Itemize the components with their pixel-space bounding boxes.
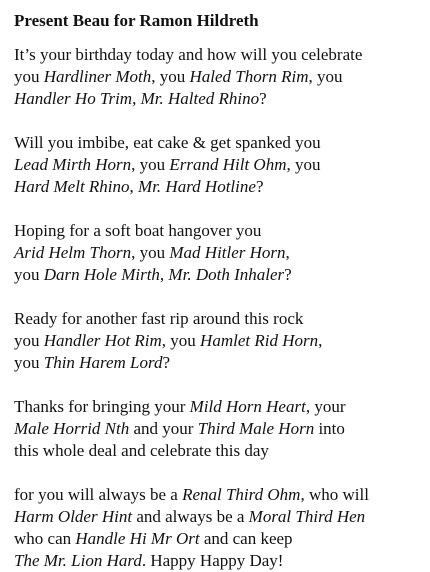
line-text: , you	[131, 155, 170, 174]
italic-name-phrase: Darn Hole Mirth	[43, 265, 160, 284]
italic-name-phrase: Handle Hi Mr Ort	[75, 529, 200, 548]
italic-name-phrase: Mr. Hard Hotline	[138, 177, 256, 196]
italic-name-phrase: Arid Helm Thorn	[14, 243, 132, 262]
line-text: Hoping for a soft boat hangover you	[14, 221, 262, 240]
italic-name-phrase: The Mr. Lion Hard	[14, 551, 142, 570]
italic-name-phrase: Mr. Halted Rhino	[140, 89, 260, 108]
poem-line	[14, 264, 424, 286]
line-text: ?	[162, 353, 170, 372]
line-text: Thanks for bringing your	[14, 397, 190, 416]
italic-name-phrase: Hard Melt Rhino	[14, 177, 130, 196]
italic-name-phrase: Mr. Doth Inhaler	[168, 265, 285, 284]
line-text: you	[14, 265, 44, 284]
poem-line	[14, 506, 424, 528]
italic-name-phrase: Lead Mirth Horn	[14, 155, 132, 174]
line-text: and your	[129, 419, 198, 438]
poem-line	[14, 550, 424, 572]
poem-stanza	[14, 44, 424, 110]
line-text: into	[314, 419, 345, 438]
italic-name-phrase: Harm Older Hint	[14, 507, 133, 526]
poem-body	[14, 44, 424, 572]
italic-name-phrase: Hardliner Moth	[43, 67, 152, 86]
poem-document	[14, 10, 424, 572]
line-text: ?	[259, 89, 267, 108]
line-text: you	[14, 353, 44, 372]
line-text: and can keep	[199, 529, 293, 548]
line-text: , you	[161, 331, 201, 350]
poem-stanza	[14, 484, 424, 572]
line-text: you	[14, 331, 44, 350]
poem-line	[14, 176, 424, 198]
line-text: and always be a	[132, 507, 249, 526]
poem-line	[14, 330, 424, 352]
poem-line	[14, 440, 424, 462]
poem-line	[14, 308, 424, 330]
line-text: ,	[132, 89, 141, 108]
poem-line	[14, 88, 424, 110]
poem-line	[14, 220, 424, 242]
line-text: . Happy Happy Day!	[141, 551, 284, 570]
italic-name-phrase: Errand Hilt Ohm	[169, 155, 287, 174]
line-text: ,	[129, 177, 139, 196]
italic-name-phrase: Mad Hitler Horn	[169, 243, 286, 262]
poem-line	[14, 242, 424, 264]
italic-name-phrase: Mild Horn Heart	[189, 397, 306, 416]
poem-stanza	[14, 396, 424, 462]
line-text: ?	[255, 177, 264, 196]
italic-name-phrase: Moral Third Hen	[248, 507, 366, 526]
line-text: who can	[14, 529, 76, 548]
poem-line	[14, 132, 424, 154]
italic-name-phrase: Third Male Horn	[197, 419, 315, 438]
poem-stanza	[14, 220, 424, 286]
italic-name-phrase: Renal Third Ohm	[182, 485, 301, 504]
line-text: , you	[308, 67, 343, 86]
poem-line	[14, 418, 424, 440]
poem-line	[14, 396, 424, 418]
line-text: Ready for another fast rip around this rock	[14, 309, 304, 328]
poem-line	[14, 484, 424, 506]
line-text: , you	[151, 67, 190, 86]
poem-stanza	[14, 132, 424, 198]
line-text: It’s your birthday today and how will you celebrate	[14, 45, 363, 64]
line-text: , you	[286, 155, 321, 174]
poem-line	[14, 528, 424, 550]
poem-line	[14, 66, 424, 88]
line-text: ,	[285, 243, 290, 262]
italic-name-phrase: Haled Thorn Rim	[189, 67, 309, 86]
line-text: you	[14, 67, 44, 86]
poem-stanza	[14, 308, 424, 374]
poem-line	[14, 352, 424, 374]
poem-title: Present Beau for Ramon Hildreth	[14, 11, 259, 30]
line-text: for you will always be a	[14, 485, 183, 504]
line-text: , your	[305, 397, 346, 416]
line-text: , who will	[300, 485, 369, 504]
italic-name-phrase: Thin Harem Lord	[43, 353, 163, 372]
italic-name-phrase: Male Horrid Nth	[14, 419, 130, 438]
italic-name-phrase: Handler Ho Trim	[14, 89, 133, 108]
line-text: this whole deal and celebrate this day	[14, 441, 269, 460]
line-text: ?	[284, 265, 292, 284]
line-text: ,	[318, 331, 323, 350]
line-text: Will you imbibe, eat cake & get spanked you	[14, 133, 321, 152]
poem-line	[14, 154, 424, 176]
line-text: , you	[131, 243, 170, 262]
line-text: ,	[159, 265, 169, 284]
poem-line	[14, 44, 424, 66]
italic-name-phrase: Hamlet Rid Horn	[200, 331, 319, 350]
italic-name-phrase: Handler Hot Rim	[43, 331, 162, 350]
